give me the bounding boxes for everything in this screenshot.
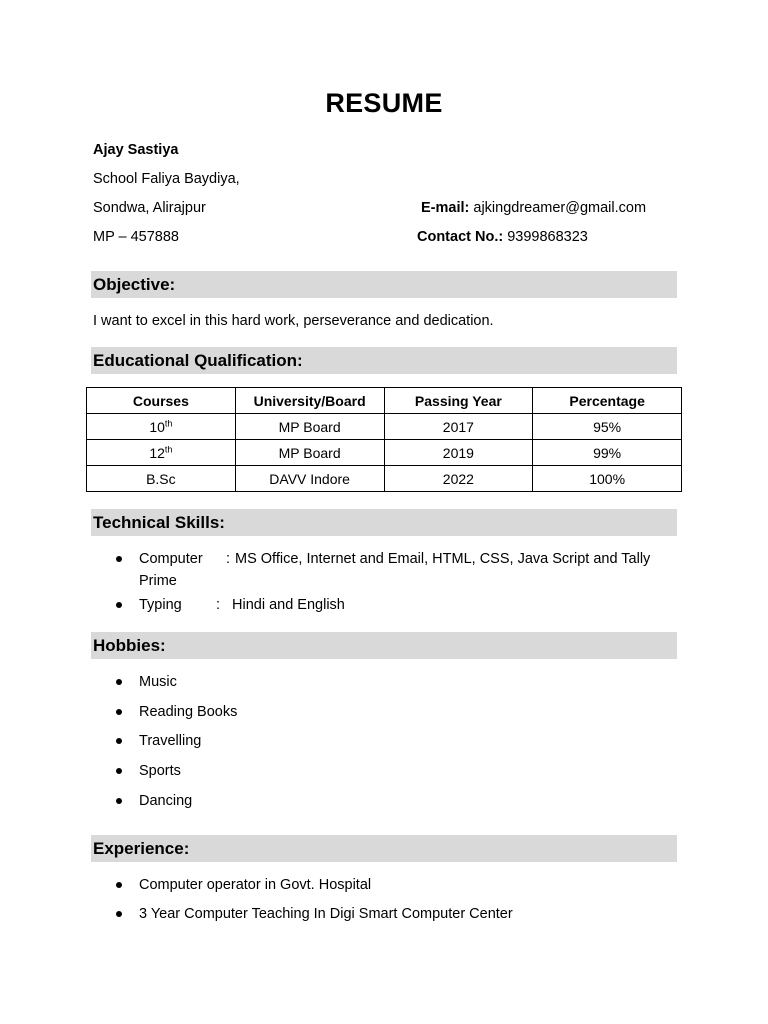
skill-separator: : bbox=[216, 597, 221, 613]
column-header: Percentage bbox=[533, 388, 682, 414]
phone-label: Contact No.: bbox=[417, 229, 504, 245]
objective-heading: Objective: bbox=[91, 271, 677, 298]
email-row bbox=[421, 199, 646, 217]
email-value: ajkingdreamer@gmail.com bbox=[473, 200, 647, 216]
experience-heading: Experience: bbox=[91, 835, 677, 862]
hobby-item: Sports bbox=[139, 763, 181, 779]
bullet-icon bbox=[116, 709, 122, 715]
year-cell: 2017 bbox=[384, 414, 533, 440]
board-cell: DAVV Indore bbox=[235, 466, 384, 492]
table-row bbox=[87, 466, 682, 492]
experience-item: 3 Year Computer Teaching In Digi Smart Computer Center bbox=[139, 906, 513, 922]
bullet-icon bbox=[116, 679, 122, 685]
objective-text: I want to excel in this hard work, perseverance and dedication. bbox=[93, 313, 494, 329]
year-cell: 2022 bbox=[384, 466, 533, 492]
percentage-cell: 95% bbox=[533, 414, 682, 440]
education-table bbox=[86, 387, 682, 492]
address-line-1: School Faliya Baydiya, bbox=[93, 171, 240, 187]
skill-value: Hindi and English bbox=[232, 597, 345, 613]
skill-value-continued: Prime bbox=[139, 573, 177, 589]
skills-heading: Technical Skills: bbox=[91, 509, 677, 536]
bullet-icon bbox=[116, 738, 122, 744]
hobby-item: Music bbox=[139, 674, 177, 690]
percentage-cell: 99% bbox=[533, 440, 682, 466]
column-header: Courses bbox=[87, 388, 236, 414]
bullet-icon bbox=[116, 768, 122, 774]
candidate-name: Ajay Sastiya bbox=[93, 142, 179, 158]
course-cell: 12th bbox=[87, 440, 236, 466]
percentage-cell: 100% bbox=[533, 466, 682, 492]
hobbies-heading: Hobbies: bbox=[91, 632, 677, 659]
table-row bbox=[87, 440, 682, 466]
bullet-icon bbox=[116, 798, 122, 804]
phone-value: 9399868323 bbox=[507, 229, 588, 245]
bullet-icon bbox=[116, 882, 122, 888]
experience-item: Computer operator in Govt. Hospital bbox=[139, 877, 372, 893]
board-cell: MP Board bbox=[235, 414, 384, 440]
column-header: University/Board bbox=[235, 388, 384, 414]
bullet-icon bbox=[116, 911, 122, 917]
table-row bbox=[87, 414, 682, 440]
column-header: Passing Year bbox=[384, 388, 533, 414]
address-line-3: MP – 457888 bbox=[93, 229, 179, 245]
skill-label: Computer bbox=[139, 551, 203, 567]
hobby-item: Dancing bbox=[139, 793, 193, 809]
education-heading: Educational Qualification: bbox=[91, 347, 677, 374]
bullet-icon bbox=[116, 556, 122, 562]
course-cell: 10th bbox=[87, 414, 236, 440]
board-cell: MP Board bbox=[235, 440, 384, 466]
table-header-row bbox=[87, 388, 682, 414]
phone-row bbox=[417, 228, 588, 246]
skill-value: MS Office, Internet and Email, HTML, CSS, Java Script and Tally bbox=[235, 551, 651, 567]
hobby-item: Reading Books bbox=[139, 704, 238, 720]
email-label: E-mail: bbox=[421, 200, 470, 216]
hobby-item: Travelling bbox=[139, 733, 202, 749]
skill-separator: : bbox=[226, 551, 231, 567]
address-line-2: Sondwa, Alirajpur bbox=[93, 200, 206, 216]
course-cell: B.Sc bbox=[87, 466, 236, 492]
skill-label: Typing bbox=[139, 597, 182, 613]
page-title: RESUME bbox=[325, 88, 443, 118]
bullet-icon bbox=[116, 602, 122, 608]
year-cell: 2019 bbox=[384, 440, 533, 466]
